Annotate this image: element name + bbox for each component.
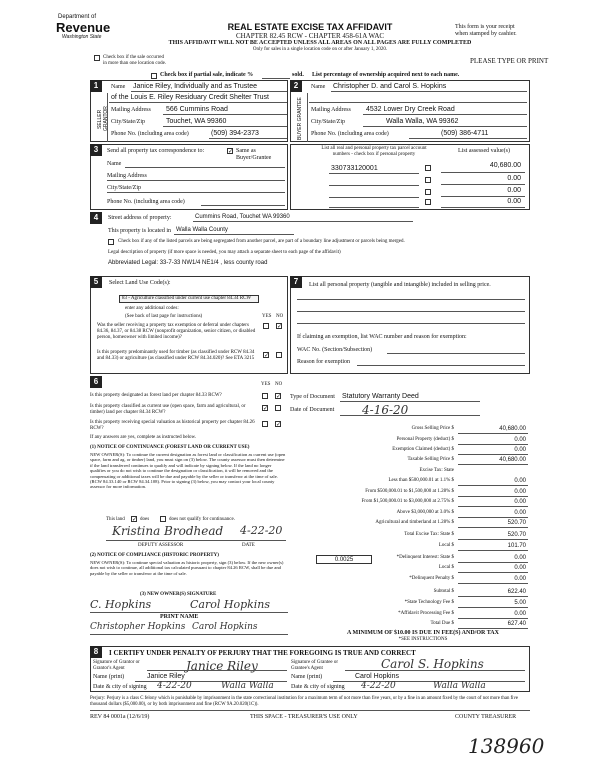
form-title: REAL ESTATE EXCISE TAX AFFIDAVIT: [227, 22, 393, 32]
seller-mailing[interactable]: 566 Cummins Road: [166, 106, 228, 113]
calc-value-line: [458, 607, 528, 608]
buyer-section: [290, 80, 530, 142]
personal-property-title: List all personal property (tangible and intangible) included in selling price.: [309, 282, 491, 288]
calc-value[interactable]: 40,680.00: [499, 457, 526, 463]
ownership-note: List percentage of ownership acquired next to each name.: [312, 72, 460, 78]
calc-value-line: [458, 506, 528, 507]
section-3-badge: 3: [90, 144, 102, 156]
doc-type-label: Type of Document: [290, 394, 335, 400]
personal-property-line-1: [297, 299, 525, 300]
calc-value-line: [458, 444, 528, 445]
calc-value-line: [458, 539, 528, 540]
corr-mailing-line[interactable]: [107, 180, 285, 181]
current-use-question: Is this property classified as current use (open space, farm and agricultural, or timber) land per chapter 84.34 RCW?: [90, 404, 246, 415]
send-correspondence-label: Send all property tax correspondence to:: [107, 148, 205, 154]
local-rate[interactable]: 0.0025: [316, 555, 372, 564]
multi-location-label: [103, 55, 166, 67]
seller-section: [90, 80, 288, 142]
grantee-name[interactable]: Carol Hopkins: [355, 673, 399, 680]
exemption-question: Was the seller receiving a property tax exemption or deferral under chapters 84.36, 84.37, or 84.38 RCW (nonprofit organization, senior citizen, or disabled person, homeowner with limited income)?: [97, 323, 256, 340]
grantor-date[interactable]: 4-22-20: [157, 681, 192, 691]
additional-codes-label: enter any additional codes:: [125, 306, 179, 311]
wac-label: WAC No. (Section/Subsection): [297, 347, 373, 353]
grantee-date-label: Date & city of signing: [291, 684, 345, 690]
grantee-date[interactable]: 4-22-20: [361, 681, 396, 691]
doc-date-line: [340, 415, 480, 416]
notice-continuance-title: (1) NOTICE OF CONTINUANCE (FOREST LAND OR CURRENT USE): [90, 445, 250, 450]
calc-label: Agricultural and timberland at 1.28% $: [375, 520, 454, 525]
calc-value-line: [458, 454, 528, 455]
forest-yes-checkbox[interactable]: [262, 393, 268, 399]
sec5-yes-header: YES: [262, 314, 272, 319]
grantor-sig-label: Signature of Grantor or Grantor's Agent: [93, 660, 140, 671]
print-name-line: [90, 634, 288, 635]
timber-question: Is this property predominantly used for timber (as classified under RCW 84.34 and 84.33) or agriculture (as classified under RCW 84.34.020)? See ETA 3215: [97, 350, 255, 361]
current-use-no-checkbox[interactable]: [275, 405, 281, 411]
land-use-select[interactable]: 83 - Agriculture classified under current use chapter 84.34 RCW: [119, 295, 259, 303]
wac-line[interactable]: [387, 353, 525, 354]
forest-land-question: Is this property designated as forest land per chapter 84.33 RCW?: [90, 393, 222, 398]
doc-type-line: [340, 401, 480, 402]
partial-sale-checkbox[interactable]: [151, 73, 157, 79]
assessed-value-4[interactable]: 0.00: [507, 198, 521, 205]
parcel-line-2: [329, 185, 419, 186]
seller-mailing-label: Mailing Address: [111, 107, 151, 113]
partial-sold-label: sold.: [292, 72, 304, 78]
calc-value-line: [458, 562, 528, 563]
segregated-checkbox[interactable]: [108, 239, 114, 245]
county-treasurer: COUNTY TREASURER: [455, 714, 517, 720]
sec6-yes-header: YES: [261, 382, 271, 387]
see-instructions-note: *SEE INSTRUCTIONS: [398, 637, 448, 642]
personal-property-checkbox-2[interactable]: [425, 177, 431, 183]
seller-phone-line: [209, 138, 287, 139]
receipt-line-2: when stamped by cashier.: [455, 31, 517, 37]
calc-value-line: [458, 527, 528, 528]
treasurer-space: THIS SPACE - TREASURER'S USE ONLY: [250, 714, 358, 720]
calc-label: Above $3,000,000 at 3.0% $: [396, 510, 454, 515]
calc-label: *Delinquent Penalty $: [409, 576, 454, 581]
type-or-print: PLEASE TYPE OR PRINT: [470, 57, 549, 65]
personal-property-line-2: [297, 311, 525, 312]
q2-yes-checkbox[interactable]: ✓: [264, 352, 270, 359]
calc-label: *Affidavit Processing Fee $: [398, 611, 454, 616]
grantee-name-label: Name (print): [291, 674, 323, 680]
seller-mailing-line: [163, 114, 287, 115]
calc-value-line: [458, 496, 528, 497]
document-stamp-number: 138960: [468, 734, 545, 758]
calc-value-line: [458, 596, 528, 597]
notice-compliance-title: (2) NOTICE OF COMPLIANCE (HISTORIC PROPERTY): [90, 553, 219, 558]
buyer-name-line: [331, 91, 527, 92]
seller-divider: [107, 93, 108, 142]
buyer-name[interactable]: Christopher D. and Carol S. Hopkins: [333, 83, 447, 90]
assessed-line-3: [441, 196, 525, 197]
buyer-city-line: [363, 126, 527, 127]
assessed-header: List assessed value(s): [458, 148, 510, 154]
calc-value-line: [458, 517, 528, 518]
buyer-divider: [307, 93, 308, 142]
buyer-name-line-2: [309, 102, 527, 103]
calc-value[interactable]: 0.00: [514, 565, 526, 571]
assessed-line-4: [441, 207, 525, 208]
calc-value[interactable]: 40,680.00: [499, 426, 526, 432]
parcel-line-4: [329, 207, 419, 208]
street-line: [193, 221, 413, 222]
calc-label: *State Technology Fee $: [404, 600, 454, 605]
grantor-signature[interactable]: Janice Riley: [186, 659, 258, 673]
segregated-label: Check box if any of the listed parcels are being segregated from another parcel, are part of a boundary line adjustment or parcels being merged.: [118, 239, 405, 244]
calc-value[interactable]: 5.00: [514, 600, 526, 606]
buyer-city[interactable]: Walla Walla, WA 99362: [386, 118, 459, 125]
parcel-line-1: [329, 173, 419, 174]
land-use-title: Select Land Use Code(s):: [109, 280, 171, 286]
form-revision: REV 84 0001a (12/6/19): [90, 714, 150, 720]
sec5-no-header: NO: [276, 314, 284, 319]
buyer-phone[interactable]: (509) 386-4711: [441, 130, 489, 137]
abbreviated-legal[interactable]: Abbreviated Legal: 33-7-33 NW1/4 NE1/4 , less county road: [108, 260, 268, 266]
partial-sale-label: Check box if partial sale, indicate %: [160, 72, 254, 78]
buyer-mailing-line: [363, 114, 527, 115]
deputy-assessor-label: DEPUTY ASSESSOR: [138, 543, 184, 548]
grantor-sig-line: [147, 670, 287, 671]
assessed-value-2[interactable]: 0.00: [507, 175, 521, 182]
grantor-name-label: Name (print): [93, 674, 125, 680]
calc-label: Excise Tax: State: [419, 468, 454, 473]
receipt-note: [455, 24, 565, 38]
calc-value[interactable]: 0.00: [514, 437, 526, 443]
section-2-badge: 2: [290, 80, 302, 92]
grantor-name[interactable]: Janice Riley: [147, 673, 185, 680]
calc-label: Total Excise Tax: State $: [404, 532, 454, 537]
land-use-section: [90, 276, 288, 374]
notice-continuance-text: NEW OWNER(S): To continue the current designation as forest land or classification as current use (open space, farm and ag, or timber) land, you must sign on (3) below. The county assessor must then determine if the land transferred continues to qualify and will indicate by signing below. If the land no longer qualifies or you do not wish to continue the designation or classification, it will be removed and the compensating or additional taxes will be due and payable by the seller or transferor at the time of sale. (RCW 84.33.140 or RCW 84.34.108). Prior to signing (3) below, you may contact your local county assessor for more information.: [90, 452, 286, 490]
multi-location-checkbox[interactable]: [94, 55, 100, 61]
calc-value-line: [458, 485, 528, 486]
section-7-badge: 7: [290, 276, 302, 288]
corr-city-label: City/State/Zip: [107, 185, 141, 191]
receipt-line-1: This form is your receipt: [455, 24, 515, 30]
calc-label: From $500,000.01 to $1,500,000 at 1.28% $: [365, 489, 454, 494]
current-use-yes-checkbox[interactable]: ✓: [263, 405, 269, 412]
seller-name-line-2: [109, 102, 287, 103]
historic-question: Is this property receiving special valuation as historical property per chapter 84.26 RCW?: [90, 420, 255, 431]
seller-phone[interactable]: (509) 394-2373: [211, 130, 259, 137]
assessor-date[interactable]: 4-22-20: [240, 524, 283, 537]
does-not-label: does not qualify for continuance.: [169, 517, 235, 522]
grantee-city[interactable]: Walla Walla: [433, 681, 486, 691]
seller-name-label: Name: [111, 84, 126, 90]
see-back-note: (See back of last page for instructions): [125, 314, 203, 319]
logo-dept: Department of: [58, 14, 97, 20]
seller-city-line: [163, 126, 287, 127]
calc-label: Personal Property (deduct) $: [396, 437, 454, 442]
section-1-badge: 1: [90, 80, 102, 92]
grantee-sig-label: Signature of Grantee or Grantee's Agent: [291, 660, 339, 671]
multi-location-line-1: Check box if the sale occurred: [103, 55, 164, 60]
seller-city[interactable]: Touchet, WA 99360: [166, 118, 227, 125]
tax-calculation: [290, 426, 530, 642]
grantee-sig-line: [345, 670, 525, 671]
new-owner-signature-label: (3) NEW OWNER(S) SIGNATURE: [140, 592, 217, 597]
corr-phone-label: Phone No. (including area code): [107, 199, 185, 205]
grantor-city[interactable]: Walla Walla: [221, 681, 274, 691]
calc-value-line: [458, 583, 528, 584]
calc-label: From $1,500,000.01 to $3,000,000 at 2.75% $: [361, 499, 454, 504]
property-location-section: [90, 212, 530, 272]
seller-name-1[interactable]: Janice Riley, Individually and as Trustee: [133, 83, 257, 90]
street-label: Street address of property:: [108, 215, 172, 221]
calc-value-line: [458, 572, 528, 573]
section-6-badge: 6: [90, 376, 102, 388]
calc-value[interactable]: 520.70: [507, 532, 526, 538]
assessed-value-1[interactable]: 40,680.00: [489, 162, 521, 169]
reason-label: Reason for exemption: [297, 359, 350, 365]
buyer-mailing-label: Mailing Address: [311, 107, 351, 113]
q1-no-checkbox[interactable]: ✓: [277, 323, 283, 330]
parcel-line-3: [329, 197, 419, 198]
calc-value[interactable]: 0.00: [514, 478, 526, 484]
does-label: does: [140, 517, 150, 522]
historic-yes-checkbox[interactable]: [262, 421, 268, 427]
calc-label: Taxable Selling Price $: [407, 457, 454, 462]
calc-value[interactable]: 0.00: [514, 489, 526, 495]
section-8-badge: 8: [90, 646, 102, 658]
corr-phone-line[interactable]: [201, 205, 285, 206]
section-4-badge: 4: [90, 212, 102, 224]
calc-label: Local $: [438, 543, 454, 548]
calc-value[interactable]: 627.40: [507, 621, 526, 627]
corr-city-line[interactable]: [107, 192, 285, 193]
correspondence-section: [90, 144, 288, 210]
seller-city-label: City/State/Zip: [111, 119, 145, 125]
partial-sale-percent[interactable]: [262, 78, 290, 79]
new-owner-signature-2[interactable]: Carol Hopkins: [190, 598, 271, 611]
minimum-due-note: A MINIMUM OF $10.00 IS DUE IN FEE(S) AND/OR TAX: [347, 630, 499, 636]
form-chapter: CHAPTER 82.45 RCW - CHAPTER 458-61A WAC: [235, 32, 385, 40]
personal-property-line-3: [297, 323, 525, 324]
located-label: This property is located in: [108, 228, 171, 234]
calc-value-line: [458, 618, 528, 619]
certification-section: [90, 646, 530, 692]
same-as-buyer-label: Same as Buyer/Grantee: [236, 148, 272, 161]
print-name-label: PRINT NAME: [160, 614, 199, 620]
if-yes-note: If any answers are yes, complete as instructed below.: [90, 435, 197, 440]
calc-value[interactable]: 622.40: [507, 589, 526, 595]
grantee-signature[interactable]: Carol S. Hopkins: [381, 657, 484, 671]
buyer-mailing[interactable]: 4532 Lower Dry Creek Road: [366, 106, 455, 113]
assessed-value-3[interactable]: 0.00: [507, 187, 521, 194]
assessed-line-1: [441, 172, 525, 173]
calc-value[interactable]: 0.00: [514, 576, 526, 582]
calc-label: Subtotal $: [433, 589, 454, 594]
perjury-notice: Perjury: Perjury is a class C felony which is punishable by imprisonment in the state correctional institution for a maximum term of not more than five years, or by a fine in an amount fixed by the court of not more than five thousand dollars ($5,000.00), or by both imprisonment and fine (RCW 9A.20.020(1C)).: [90, 696, 519, 707]
doc-type[interactable]: Statutory Warranty Deed: [342, 393, 419, 400]
personal-property-section: [290, 276, 530, 374]
seller-name-line: [131, 91, 287, 92]
parcel-number[interactable]: 330733120001: [331, 165, 378, 172]
buyer-side-label: BUYER GRANTEE: [297, 97, 303, 141]
multi-location-line-2: in more than one location code.: [103, 61, 167, 66]
print-name-1[interactable]: Christopher Hopkins: [90, 622, 186, 632]
parcel-section: [290, 144, 530, 210]
seller-phone-label: Phone No. (including area code): [111, 131, 189, 137]
buyer-name-label: Name: [311, 84, 326, 90]
corr-mailing-label: Mailing Address: [107, 173, 147, 179]
same-as-buyer-checkbox[interactable]: ✓: [228, 148, 234, 155]
buyer-phone-label: Phone No. (including area code): [311, 131, 389, 137]
new-owner-sig-line: [90, 612, 288, 613]
corr-name-label: Name: [107, 161, 122, 167]
logo-revenue: Revenue: [56, 20, 111, 35]
does-not-checkbox[interactable]: [160, 516, 166, 522]
notice-compliance-text: NEW OWNER(S): To continue special valuation as historic property, sign (3) below. If the new owner(s) does not wish to continue, all additional tax calculated pursuant to chapter 84.26 RCW, shall be due and payable by the seller or transferor at the time of sale.: [90, 560, 284, 576]
calc-value-line: [458, 550, 528, 551]
form-note: Only for sales in a single location code on or after January 1, 2020.: [252, 47, 388, 52]
located-line: [174, 234, 294, 235]
form-warning: THIS AFFIDAVIT WILL NOT BE ACCEPTED UNLESS ALL AREAS ON ALL PAGES ARE FULLY COMPLETED: [168, 40, 472, 46]
calc-value[interactable]: 0.00: [514, 555, 526, 561]
assessor-signature[interactable]: Kristina Brodhead: [112, 524, 224, 538]
calc-value[interactable]: 0.00: [514, 447, 526, 453]
calc-value-line: [458, 464, 528, 465]
buyer-city-label: City/State/Zip: [311, 119, 345, 125]
calc-value[interactable]: 0.00: [514, 499, 526, 505]
sec6-no-header: NO: [275, 382, 283, 387]
forest-no-checkbox[interactable]: ✓: [276, 393, 282, 400]
assessor-line: [106, 540, 286, 541]
q1-yes-checkbox[interactable]: [263, 323, 269, 329]
calc-value[interactable]: 101.70: [507, 543, 526, 549]
footer-divider: [90, 710, 530, 711]
revenue-logo: [40, 14, 118, 46]
buyer-phone-line: [409, 138, 527, 139]
print-name-2[interactable]: Carol Hopkins: [192, 622, 258, 632]
calc-label: Gross Selling Price $: [411, 426, 454, 431]
does-checkbox[interactable]: ✓: [132, 516, 138, 523]
forest-land-section: [90, 376, 288, 646]
located-county[interactable]: Walla Walla County: [176, 227, 228, 233]
personal-property-checkbox-4[interactable]: [425, 199, 431, 205]
calc-label: *Delinquent Interest: State $: [396, 555, 454, 560]
certify-statement: I CERTIFY UNDER PENALTY OF PERJURY THAT THE FOREGOING IS TRUE AND CORRECT: [109, 649, 416, 657]
calc-label: Exemption Claimed (deduct) $: [392, 447, 454, 452]
assessed-line-2: [441, 184, 525, 185]
q2-no-checkbox[interactable]: [276, 352, 282, 358]
seller-side-label: SELLER GRANTOR: [97, 106, 109, 132]
personal-property-checkbox-3[interactable]: [425, 189, 431, 195]
doc-date[interactable]: 4-16-20: [362, 403, 409, 417]
calc-value-line: [458, 628, 528, 629]
doc-date-label: Date of Document: [290, 407, 335, 413]
corr-name-line[interactable]: [125, 167, 285, 168]
date-label: DATE: [242, 543, 255, 548]
calc-value[interactable]: 520.70: [507, 520, 526, 526]
calc-value[interactable]: 0.00: [514, 611, 526, 617]
calc-label: Total Due $: [430, 621, 454, 626]
seller-name-2[interactable]: of the Louis E. Riley Residuary Credit Shelter Trust: [111, 94, 269, 101]
personal-property-checkbox-1[interactable]: [425, 165, 431, 171]
exemption-claim-label: If claiming an exemption, list WAC number and reason for exemption:: [297, 334, 467, 340]
parcels-header: List all real and personal property tax parcel account numbers - check box if personal property: [321, 146, 427, 157]
grantor-date-label: Date & city of signing: [93, 684, 147, 690]
legal-label: Legal description of property (if more space is needed, you may attach a separate sheet to each page of the affidavit): [108, 250, 341, 255]
calc-value[interactable]: 0.00: [514, 510, 526, 516]
street-address[interactable]: Cummins Road, Touchet WA 99360: [195, 214, 290, 220]
calc-label: Local $: [438, 565, 454, 570]
section-5-badge: 5: [90, 276, 102, 288]
new-owner-signature-1[interactable]: C. Hopkins: [90, 598, 152, 611]
calc-label: Less than $500,000.01 at 1.1% $: [388, 478, 454, 483]
reason-line[interactable]: [357, 365, 525, 366]
document-info: [290, 376, 530, 416]
this-land-label: This land: [106, 517, 125, 522]
historic-no-checkbox[interactable]: ✓: [276, 421, 282, 428]
calc-value-line: [458, 433, 528, 434]
logo-state: Washington State: [62, 34, 102, 40]
